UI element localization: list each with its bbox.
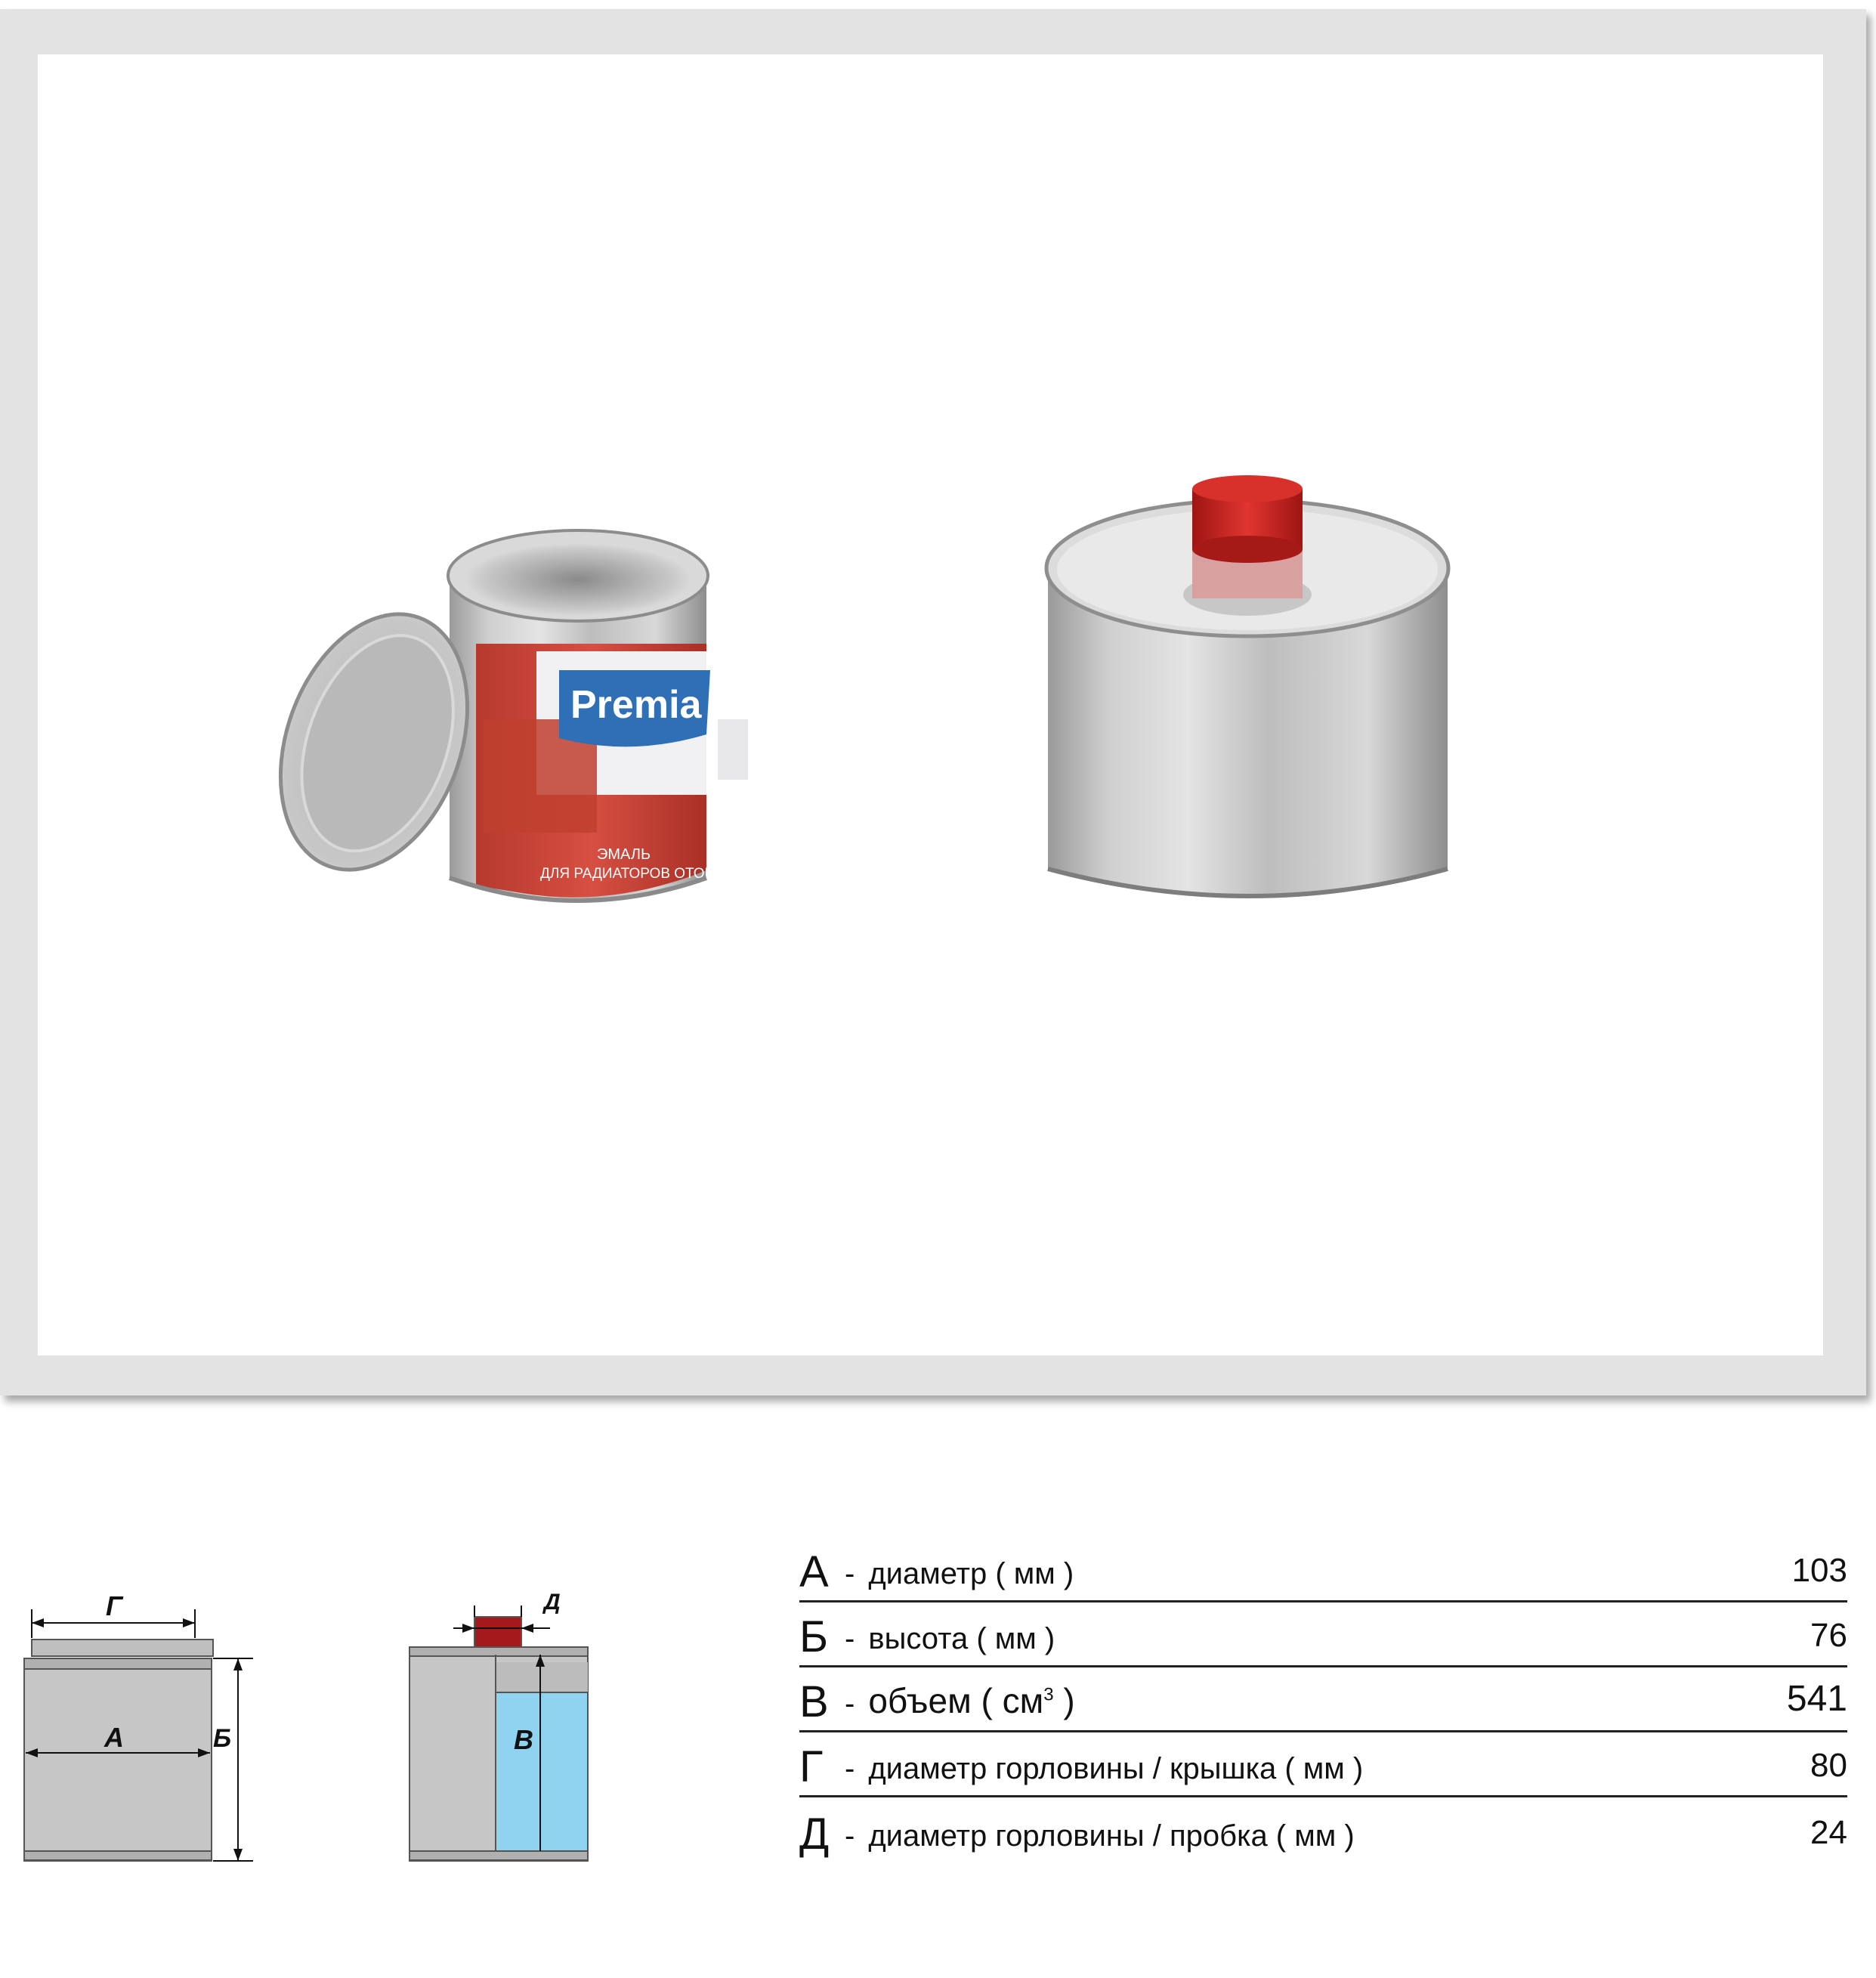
- spec-letter: Г: [799, 1742, 824, 1791]
- spec-dash: -: [845, 1687, 855, 1720]
- spec-label: [868, 1680, 1074, 1721]
- spec-label: диаметр горловины / крышка ( мм ): [868, 1752, 1364, 1785]
- brand-logo-text: Premia: [570, 683, 702, 727]
- dim-label-b: Б: [213, 1724, 232, 1753]
- dim-label-g: Г: [106, 1590, 123, 1621]
- spec-label: диаметр горловины / пробка ( мм ): [868, 1819, 1355, 1853]
- spec-label-text: объем ( см: [868, 1681, 1044, 1720]
- label-line1: ЭМАЛЬ: [597, 846, 651, 863]
- spec-row-volume: [799, 1667, 1847, 1732]
- spec-value: 24: [1810, 1814, 1847, 1851]
- specs-table: [799, 1538, 1847, 1862]
- dim-label-a: А: [104, 1722, 124, 1753]
- spec-letter: Д: [799, 1810, 830, 1859]
- label-line2: ДЛЯ РАДИАТОРОВ ОТОПЛЕНИЯ: [540, 866, 765, 882]
- can-with-cap: [1046, 475, 1448, 896]
- spec-value: 76: [1810, 1617, 1847, 1654]
- spec-value: 103: [1791, 1552, 1847, 1589]
- spec-row-height: [799, 1602, 1847, 1667]
- product-photo: [38, 54, 1823, 1355]
- paint-can-open: [247, 530, 765, 911]
- dim-label-d: Д: [544, 1590, 561, 1615]
- product-photo-illustration: [38, 54, 1823, 1355]
- spec-letter: Б: [799, 1612, 829, 1661]
- diagram-can-lid: [15, 1541, 264, 1874]
- diagram-can-cap-drawing: [400, 1541, 612, 1874]
- spec-row-neck-lid: [799, 1732, 1847, 1797]
- spec-value: 541: [1786, 1679, 1847, 1719]
- spec-row-neck-plug: [799, 1797, 1847, 1862]
- spec-letter: А: [799, 1547, 829, 1596]
- spec-label-sup: 3: [1043, 1684, 1054, 1705]
- spec-value: 80: [1810, 1747, 1847, 1784]
- spec-dash: -: [845, 1819, 855, 1853]
- diagram-can-cap: [400, 1541, 612, 1874]
- label-line3: 0,45 л: [672, 898, 706, 911]
- photo-frame: [0, 9, 1866, 1395]
- spec-dash: -: [845, 1622, 855, 1655]
- dim-label-v: В: [514, 1724, 533, 1755]
- spec-label: диаметр ( мм ): [868, 1557, 1074, 1590]
- spec-row-diameter: [799, 1538, 1847, 1602]
- spec-label: высота ( мм ): [868, 1622, 1055, 1655]
- spec-letter: В: [799, 1677, 829, 1726]
- spec-dash: -: [845, 1557, 855, 1590]
- spec-label-end: ): [1053, 1681, 1075, 1720]
- diagram-can-lid-drawing: [15, 1541, 264, 1874]
- spec-dash: -: [845, 1752, 855, 1785]
